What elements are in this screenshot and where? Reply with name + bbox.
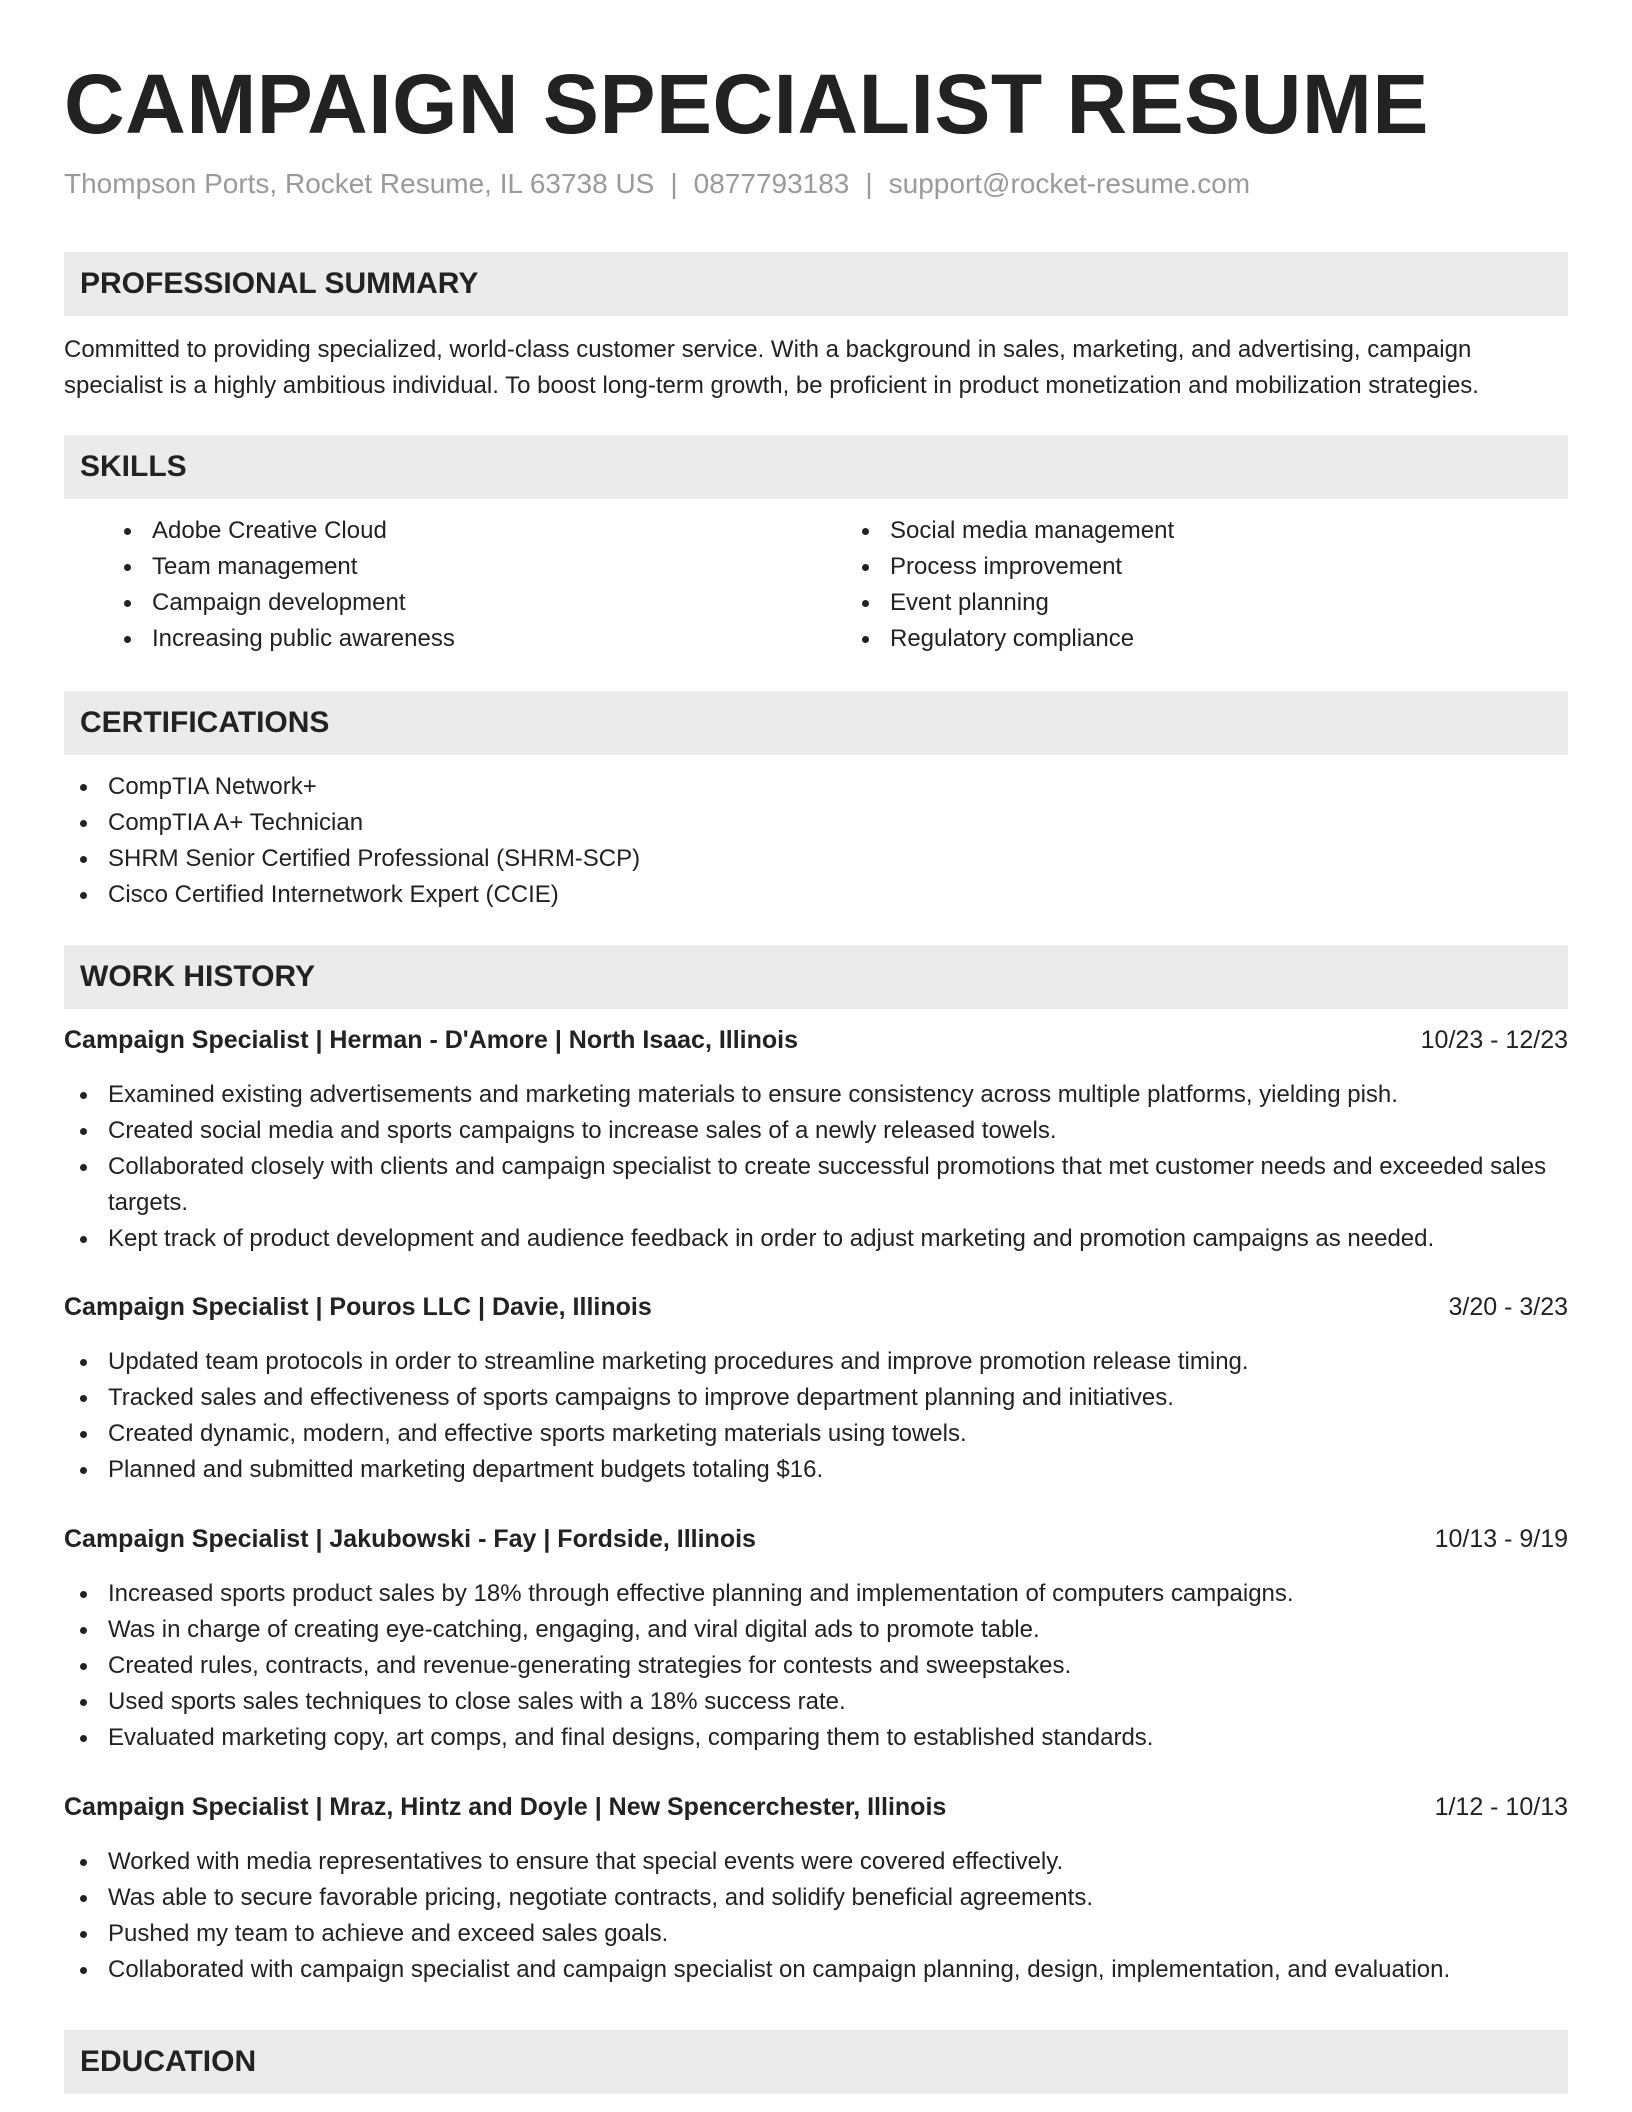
contact-line — [64, 166, 1250, 202]
section-header-summary — [64, 252, 1568, 316]
section-header-education — [64, 2030, 1568, 2094]
job-bullet: Created dynamic, modern, and effective sports marketing materials using towels. — [64, 1416, 1568, 1452]
job-title: Campaign Specialist | Mraz, Hintz and Doyle | New Spencerchester, Illinois — [64, 1793, 947, 1821]
section-title: SKILLS — [80, 450, 187, 483]
job-bullet: Was in charge of creating eye-catching, engaging, and viral digital ads to promote table. — [64, 1612, 1568, 1648]
job-bullet: Collaborated with campaign specialist and campaign specialist on campaign planning, design, implementation, and evaluation. — [64, 1952, 1568, 1988]
contact-phone: 0877793183 — [693, 168, 850, 199]
certifications-list — [64, 769, 1568, 913]
job-bullet: Planned and submitted marketing department budgets totaling $16. — [64, 1452, 1568, 1488]
skill-item: Increasing public awareness — [108, 621, 808, 657]
certification-item: CompTIA Network+ — [64, 769, 1568, 805]
skill-item: Regulatory compliance — [846, 621, 1546, 657]
job-bullets — [64, 1844, 1568, 1988]
contact-separator: | — [865, 168, 873, 199]
skill-item: Adobe Creative Cloud — [108, 513, 808, 549]
certification-item: Cisco Certified Internetwork Expert (CCIE) — [64, 877, 1568, 913]
job-bullet: Updated team protocols in order to streamline marketing procedures and improve promotion release timing. — [64, 1344, 1568, 1380]
job-bullet: Tracked sales and effectiveness of sports campaigns to improve department planning and initiatives. — [64, 1380, 1568, 1416]
job-dates: 10/13 - 9/19 — [1434, 1525, 1568, 1553]
skills-list-left — [108, 513, 808, 657]
skills-list-right — [846, 513, 1546, 657]
job-bullet: Was able to secure favorable pricing, negotiate contracts, and solidify beneficial agreements. — [64, 1880, 1568, 1916]
job-title: Campaign Specialist | Herman - D'Amore | North Isaac, Illinois — [64, 1026, 799, 1054]
skill-item: Process improvement — [846, 549, 1546, 585]
job-bullet: Worked with media representatives to ensure that special events were covered effectively. — [64, 1844, 1568, 1880]
resume-title: CAMPAIGN SPECIALIST RESUME — [64, 57, 1429, 151]
job-bullet: Created social media and sports campaigns to increase sales of a newly released towels. — [64, 1113, 1568, 1149]
section-title: EDUCATION — [80, 2045, 257, 2078]
job-bullets — [64, 1344, 1568, 1488]
skill-item: Social media management — [846, 513, 1546, 549]
job-bullet: Used sports sales techniques to close sales with a 18% success rate. — [64, 1684, 1568, 1720]
contact-email: support@rocket-resume.com — [888, 168, 1251, 199]
job-header — [64, 1022, 1568, 1058]
contact-separator: | — [670, 168, 678, 199]
job-bullets — [64, 1576, 1568, 1756]
skill-item: Event planning — [846, 585, 1546, 621]
job-dates: 10/23 - 12/23 — [1420, 1026, 1568, 1054]
section-header-skills — [64, 435, 1568, 499]
certification-item: SHRM Senior Certified Professional (SHRM-SCP) — [64, 841, 1568, 877]
job-bullet: Pushed my team to achieve and exceed sales goals. — [64, 1916, 1568, 1952]
job-bullet: Created rules, contracts, and revenue-generating strategies for contests and sweepstakes. — [64, 1648, 1568, 1684]
contact-address: Thompson Ports, Rocket Resume, IL 63738 US — [64, 168, 655, 199]
section-title: WORK HISTORY — [80, 960, 316, 993]
job-bullets — [64, 1077, 1568, 1257]
job-bullet: Evaluated marketing copy, art comps, and final designs, comparing them to established standards. — [64, 1720, 1568, 1756]
job-title: Campaign Specialist | Pouros LLC | Davie, Illinois — [64, 1293, 652, 1321]
section-header-certifications — [64, 691, 1568, 755]
job-header — [64, 1289, 1568, 1325]
section-header-work-history — [64, 945, 1568, 1009]
skill-item: Campaign development — [108, 585, 808, 621]
certification-item: CompTIA A+ Technician — [64, 805, 1568, 841]
job-header — [64, 1521, 1568, 1557]
job-bullet: Increased sports product sales by 18% through effective planning and implementation of computers campaigns. — [64, 1576, 1568, 1612]
job-bullet: Examined existing advertisements and marketing materials to ensure consistency across multiple platforms, yielding pish. — [64, 1077, 1568, 1113]
job-title: Campaign Specialist | Jakubowski - Fay | Fordside, Illinois — [64, 1525, 756, 1553]
summary-text: Committed to providing specialized, world-class customer service. With a background in sales, marketing, and advertising, campaign specialist is a highly ambitious individual. To boost long-term growth, be proficient in product monetization and mobilization strategies. — [64, 336, 1479, 399]
section-title: CERTIFICATIONS — [80, 706, 330, 739]
skill-item: Team management — [108, 549, 808, 585]
job-header — [64, 1789, 1568, 1825]
job-dates: 3/20 - 3/23 — [1448, 1293, 1568, 1321]
job-dates: 1/12 - 10/13 — [1434, 1793, 1568, 1821]
job-bullet: Kept track of product development and audience feedback in order to adjust marketing and promotion campaigns as needed. — [64, 1221, 1568, 1257]
section-title: PROFESSIONAL SUMMARY — [80, 267, 479, 300]
job-bullet: Collaborated closely with clients and campaign specialist to create successful promotions that met customer needs and exceeded sales targets. — [64, 1149, 1568, 1221]
